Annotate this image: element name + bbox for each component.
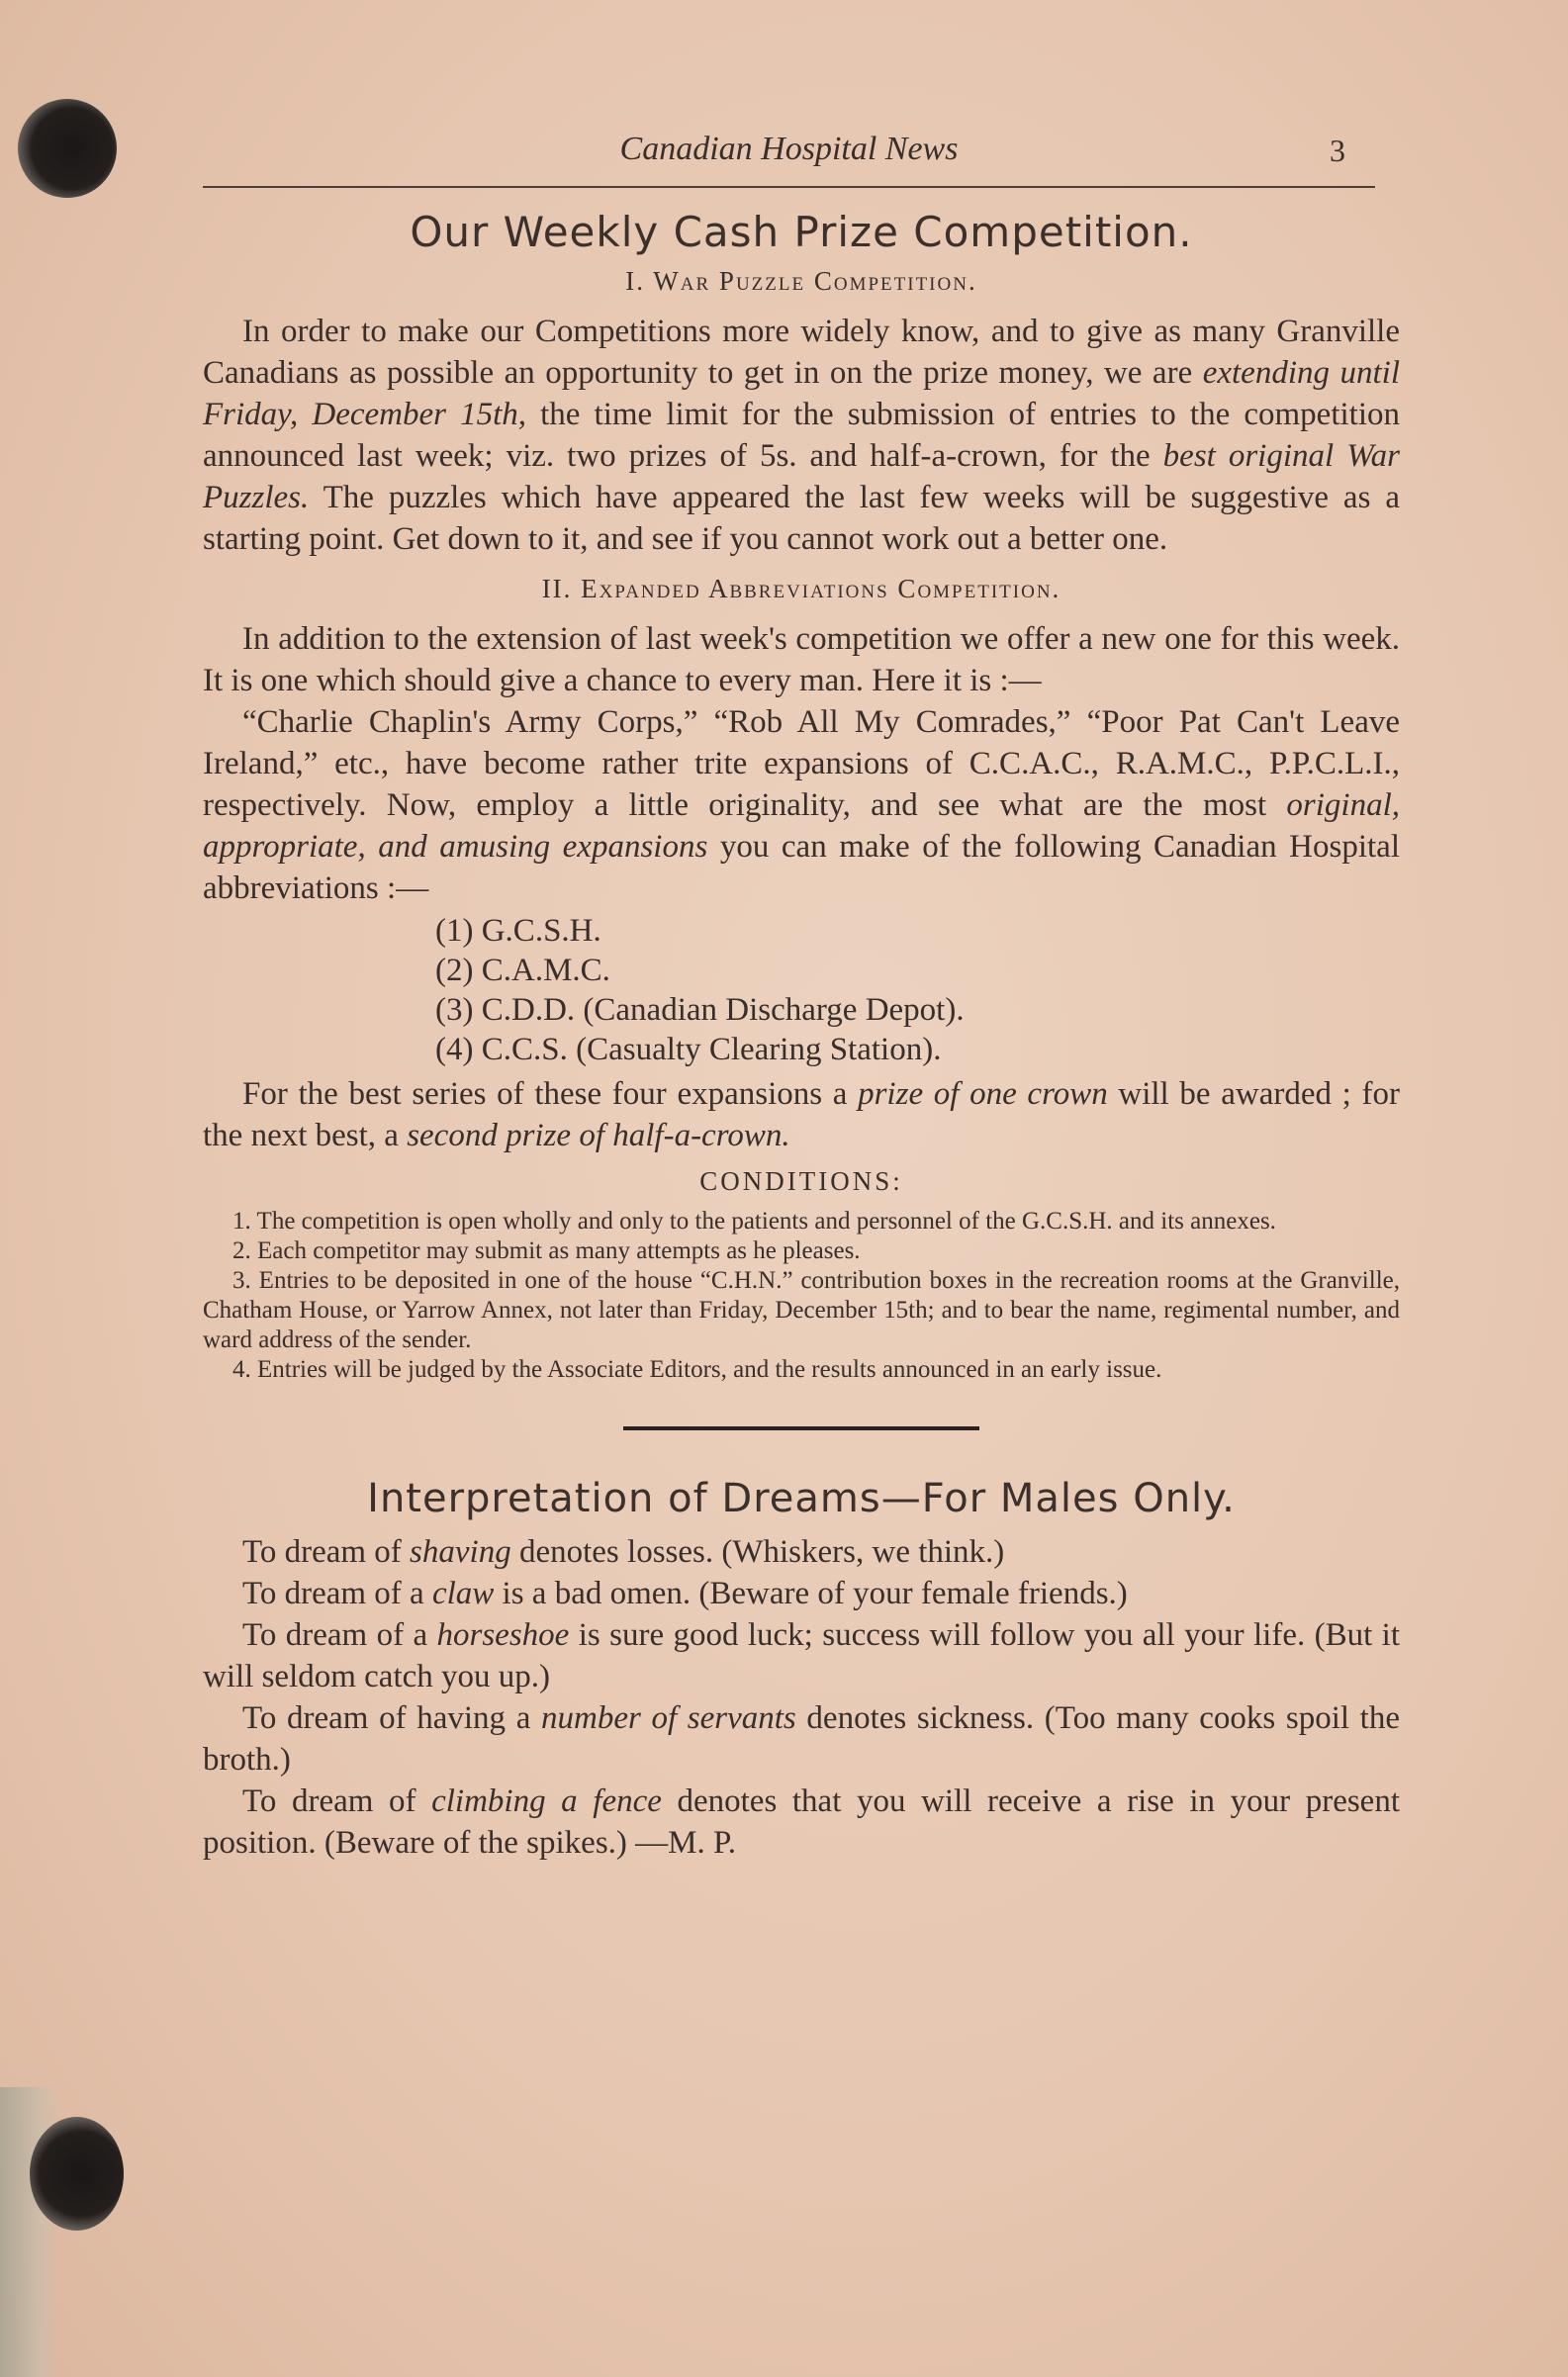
- dream-item: To dream of climbing a fence denotes that you will receive a rise in your present position. (Beware of the spikes.) —M. P.: [203, 1783, 1400, 1861]
- abbreviations-heading: II. Expanded Abbreviations Competition.: [541, 574, 1061, 603]
- condition-item: 2. Each competitor may submit as many attempts as he pleases.: [232, 1237, 861, 1264]
- punch-hole-bottom: [30, 2117, 124, 2231]
- section-divider: [623, 1426, 979, 1430]
- dream-item: To dream of having a number of servants denotes sickness. (Too many cooks spoil the broth.): [203, 1700, 1400, 1778]
- war-puzzle-heading: I. War Puzzle Competition.: [625, 266, 977, 296]
- condition-item: 1. The competition is open wholly and only to the patients and personnel of the G.C.S.H. and its annexes.: [232, 1208, 1276, 1234]
- list-item: (4) C.C.S. (Casualty Clearing Station).: [435, 1032, 942, 1067]
- dream-item: To dream of a claw is a bad omen. (Beware of your female friends.): [242, 1576, 1128, 1611]
- condition-item: 3. Entries to be deposited in one of the house “C.H.N.” contribution boxes in the recreation rooms at the Granville, Chatham House, or Yarrow Annex, not later than Friday, December 15th; and to bear the name, regimental number, and ward address of the sender.: [203, 1267, 1400, 1353]
- prize-paragraph: For the best series of these four expansions a prize of one crown will be awarded ; for the next best, a second prize of half-a-crown.: [203, 1076, 1400, 1153]
- dream-item: To dream of a horseshoe is sure good luck; success will follow you all your life. (But it will seldom catch you up.): [203, 1617, 1400, 1694]
- abbreviation-list: [435, 911, 1400, 1069]
- page-number: 3: [1330, 133, 1345, 168]
- list-item: (1) G.C.S.H.: [435, 913, 601, 949]
- punch-hole-top: [18, 99, 117, 198]
- article-body: [203, 208, 1400, 1864]
- war-puzzle-paragraph: In order to make our Competitions more widely know, and to give as many Granville Canadians as possible an opportunity to get in on the prize money, we are extending until Friday, December 15th, the time limit for the submission of entries to the competition announced last week; viz. two prizes of 5s. and half-a-crown, for the best original War Puzzles. The puzzles which have appeared the last few weeks will be suggestive as a starting point. Get down to it, and see if you cannot work out a better one.: [203, 314, 1400, 557]
- page-header: [203, 127, 1375, 188]
- list-item: (2) C.A.M.C.: [435, 953, 610, 988]
- list-item: (3) C.D.D. (Canadian Discharge Depot).: [435, 992, 965, 1028]
- competition-title: Our Weekly Cash Prize Competition.: [410, 208, 1193, 256]
- dreams-title: Interpretation of Dreams—For Males Only.: [367, 1476, 1236, 1521]
- abbreviations-intro: In addition to the extension of last week's competition we offer a new one for this week. It is one which should give a chance to every man. Here it is :—: [203, 621, 1400, 698]
- conditions-heading: CONDITIONS:: [699, 1166, 903, 1196]
- running-title: Canadian Hospital News: [619, 131, 959, 167]
- condition-item: 4. Entries will be judged by the Associate Editors, and the results announced in an early issue.: [232, 1356, 1162, 1383]
- dream-item: To dream of shaving denotes losses. (Whiskers, we think.): [242, 1534, 1005, 1570]
- abbreviations-paragraph: “Charlie Chaplin's Army Corps,” “Rob All My Comrades,” “Poor Pat Can't Leave Ireland,” etc., have become rather trite expansions of C.C.A.C., R.A.M.C., P.P.C.L.I., respectively. Now, employ a little originality, and see what are the most original, appropriate, and amusing expansions you can make of the following Canadian Hospital abbreviations :—: [203, 704, 1400, 906]
